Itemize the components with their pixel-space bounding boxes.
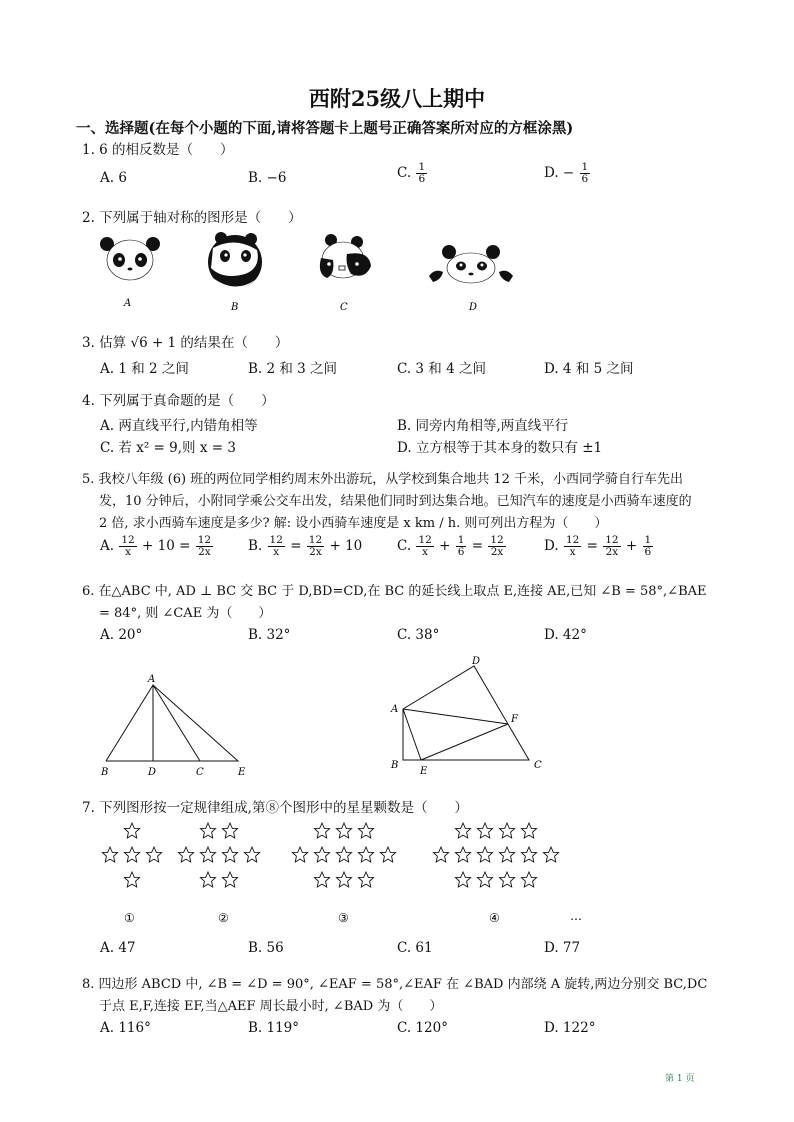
q3-option-b: B. 2 和 3 之间: [248, 361, 338, 377]
q7-option-b: B. 56: [248, 940, 284, 956]
q1-option-a: A. 6: [100, 170, 127, 186]
q6-option-c: C. 38°: [397, 627, 440, 643]
fig2-label-d: D: [472, 656, 481, 667]
q5-option-c: C. $\frac{12}{x}$ + $\frac{1}{6}$ = $\frac{12}{2x}$: [397, 534, 504, 558]
pattern-label-2: ②: [218, 911, 229, 925]
q1-option-d: D. − $\frac{1}{6}$: [544, 161, 589, 185]
panda-a: [100, 237, 160, 280]
q3-option-a: A. 1 和 2 之间: [100, 361, 189, 377]
q6-option-b: B. 32°: [248, 627, 291, 643]
star-icon: [124, 847, 139, 862]
q3-option-d: D. 4 和 5 之间: [544, 361, 634, 377]
q6-line2: = 84°, 则 ∠CAE 为（ ）: [99, 606, 272, 621]
panda-label-c: C: [340, 302, 348, 313]
q7-stem: 7. 下列图形按一定规律组成,第⑧个图形中的星星颗数是（ ）: [82, 800, 468, 816]
star-icon: [477, 872, 492, 887]
q6-option-a: A. 20°: [100, 627, 143, 643]
star-icon: [455, 847, 470, 862]
q4-option-a: A. 两直线平行,内错角相等: [100, 418, 258, 434]
star-icon: [477, 847, 492, 862]
star-icon: [200, 823, 215, 838]
star-icon: [433, 847, 448, 862]
fig2-label-b: B: [391, 760, 399, 771]
q8-option-d: D. 122°: [544, 1020, 596, 1036]
q1-stem: 1. 6 的相反数是（ ）: [82, 142, 234, 158]
q6-triangle-figure: [96, 670, 256, 782]
panda-b: [208, 232, 262, 290]
q4-stem: 4. 下列属于真命题的是（ ）: [82, 393, 275, 409]
q3-stem: 3. 估算 √6 + 1 的结果在（ ）: [82, 335, 289, 351]
star-icon: [222, 823, 237, 838]
fig1-label-a: A: [148, 674, 156, 685]
q6-line1: 6. 在△ABC 中, AD ⊥ BC 交 BC 于 D,BD=CD,在 BC 的延长线上取点 E,连接 AE,已知 ∠B = 58°,∠BAE: [82, 584, 707, 599]
pattern-label-4: ④: [489, 911, 500, 925]
q8-line2: 于点 E,F,连接 EF,当△AEF 周长最小时, ∠BAD 为（ ）: [99, 999, 443, 1014]
q7-option-c: C. 61: [397, 940, 433, 956]
star-icon: [124, 872, 139, 887]
star-icon: [455, 823, 470, 838]
pattern-label-3: ③: [338, 911, 349, 925]
star-icon: [358, 847, 373, 862]
star-icon: [314, 847, 329, 862]
panda-c: [320, 234, 371, 278]
star-icon: [178, 847, 193, 862]
q8-option-a: A. 116°: [100, 1020, 151, 1036]
panda-label-a: A: [124, 298, 132, 309]
panda-label-d: D: [469, 302, 478, 313]
star-icon: [102, 847, 117, 862]
q7-star-pattern: [94, 816, 594, 926]
q7-option-d: D. 77: [544, 940, 581, 956]
q5-option-a: A. $\frac{12}{x}$ + 10 = $\frac{12}{2x}$: [100, 534, 212, 558]
star-icon: [521, 823, 536, 838]
star-icon: [499, 872, 514, 887]
pattern-label-1: ①: [124, 911, 135, 925]
star-icon: [358, 823, 373, 838]
q5-option-d: D. $\frac{12}{x}$ = $\frac{12}{2x}$ + $\frac{1}{6}$: [544, 534, 652, 558]
star-icon: [200, 872, 215, 887]
q5-option-b: B. $\frac{12}{x}$ = $\frac{12}{2x}$ + 10: [248, 534, 363, 558]
q1-option-c: C. $\frac{1}{6}$: [397, 161, 426, 185]
q4-option-d: D. 立方根等于其本身的数只有 ±1: [397, 440, 603, 456]
fig1-label-e: E: [238, 767, 246, 778]
star-icon: [314, 872, 329, 887]
star-icon: [499, 823, 514, 838]
star-icon: [499, 847, 514, 862]
fig2-label-e: E: [420, 766, 428, 777]
q5-line1: 5. 我校八年级 (6) 班的两位同学相约周末外出游玩，从学校到集合地共 12 千米，小西同学骑自行车先出: [82, 472, 684, 487]
star-icon: [336, 847, 351, 862]
pattern-label-ellipsis: …: [570, 909, 582, 923]
q2-stem: 2. 下列属于轴对称的图形是（ ）: [82, 210, 302, 226]
q1-option-b: B. −6: [248, 170, 287, 186]
q4-option-b: B. 同旁内角相等,两直线平行: [397, 418, 569, 434]
q5-line3: 2 倍, 求小西骑车速度是多少? 解: 设小西骑车速度是 x km / h. 则可列出方程为（ ）: [99, 516, 608, 531]
q8-option-b: B. 119°: [248, 1020, 300, 1036]
q8-line1: 8. 四边形 ABCD 中, ∠B = ∠D = 90°, ∠EAF = 58°,∠EAF 在 ∠BAD 内部绕 A 旋转,两边分别交 BC,DC: [82, 977, 708, 992]
star-icon: [336, 872, 351, 887]
star-icon: [543, 847, 558, 862]
q2-panda-figures: [95, 228, 525, 318]
section-heading: 一、选择题(在每个小题的下面,请将答题卡上题号正确答案所对应的方框涂黑): [76, 120, 574, 137]
star-icon: [222, 847, 237, 862]
star-icon: [477, 823, 492, 838]
fig2-label-c: C: [534, 760, 542, 771]
q5-line2: 发，10 分钟后，小附同学乘公交车出发，结果他们同时到达集合地。已知汽车的速度是小西骑车速度的: [99, 494, 692, 509]
star-icon: [146, 847, 161, 862]
fig1-label-b: B: [101, 767, 109, 778]
page-number: 第 1 页: [665, 1074, 695, 1084]
q6-option-d: D. 42°: [544, 627, 587, 643]
star-icon: [336, 823, 351, 838]
panda-label-b: B: [231, 302, 239, 313]
fig2-label-f: F: [511, 714, 518, 725]
star-icon: [314, 823, 329, 838]
page-title: 西附25级八上期中: [308, 86, 486, 111]
star-icon: [222, 872, 237, 887]
star-icon: [124, 823, 139, 838]
star-icon: [292, 847, 307, 862]
star-icon: [244, 847, 259, 862]
q3-option-c: C. 3 和 4 之间: [397, 361, 486, 377]
fig2-label-a: A: [391, 704, 399, 715]
star-icon: [455, 872, 470, 887]
q8-option-c: C. 120°: [397, 1020, 448, 1036]
star-icon: [358, 872, 373, 887]
star-icon: [380, 847, 395, 862]
panda-d: [429, 245, 513, 283]
fig1-label-d: D: [148, 767, 157, 778]
star-icon: [521, 847, 536, 862]
star-icon: [200, 847, 215, 862]
q4-option-c: C. 若 x² = 9,则 x = 3: [100, 440, 236, 456]
q6-quadrilateral-figure: [388, 652, 548, 780]
q7-option-a: A. 47: [100, 940, 136, 956]
fig1-label-c: C: [196, 767, 204, 778]
star-icon: [521, 872, 536, 887]
